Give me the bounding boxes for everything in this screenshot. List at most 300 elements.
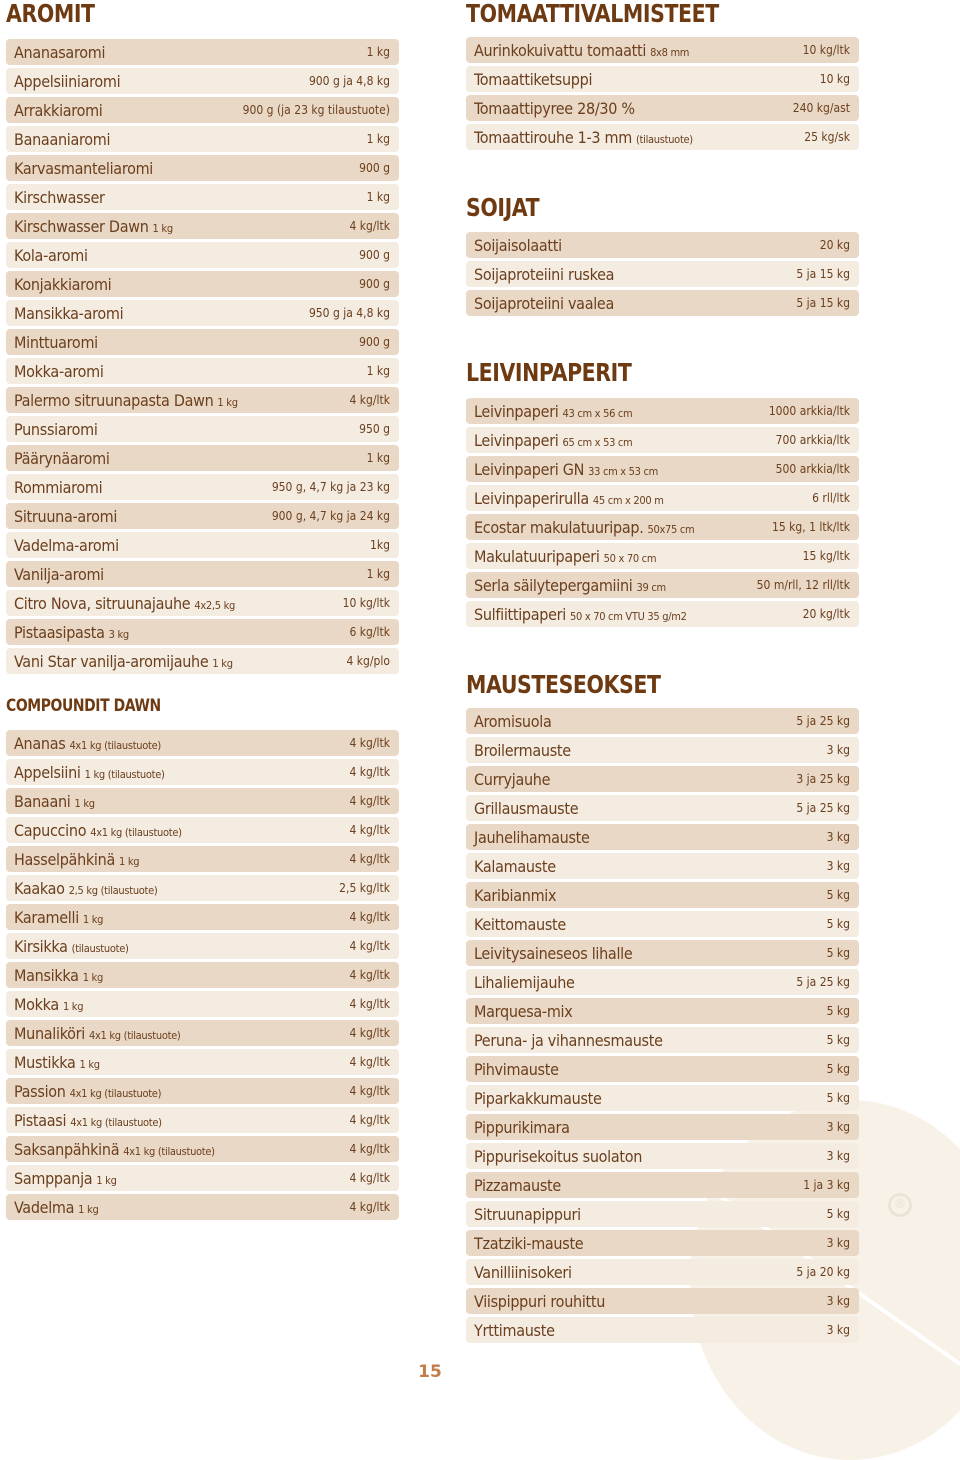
product-row (6, 242, 399, 268)
product-name-text: Kirsikka (14, 936, 68, 956)
product-name (474, 1234, 583, 1253)
product-name (474, 460, 658, 479)
product-row (466, 911, 859, 937)
product-quantity: 900 g (359, 248, 390, 262)
product-quantity: 10 kg (819, 72, 850, 86)
product-name (474, 128, 693, 147)
product-name-text: Kirschwasser (14, 187, 105, 207)
product-row (6, 300, 399, 326)
product-row (466, 485, 859, 511)
product-name-text: Soijaproteiini vaalea (474, 293, 615, 313)
product-name (14, 623, 129, 642)
product-name-text: Ananas (14, 733, 66, 753)
product-row (6, 532, 399, 558)
product-quantity: 1 kg (366, 190, 390, 204)
product-name-text: Passion (14, 1081, 66, 1101)
product-name-text: Kola-aromi (14, 245, 88, 265)
product-row (6, 387, 399, 413)
product-row (6, 817, 399, 843)
product-row (6, 590, 399, 616)
product-row (6, 329, 399, 355)
product-row (6, 1194, 399, 1220)
product-note: 43 cm x 56 cm (562, 406, 633, 420)
product-name (14, 1024, 181, 1043)
product-name (14, 966, 103, 985)
product-row (6, 68, 399, 94)
product-quantity: 500 arkkia/ltk (775, 462, 850, 476)
product-row (6, 503, 399, 529)
product-row (6, 1049, 399, 1075)
product-name-text: Aromisuola (474, 711, 552, 731)
product-name-text: Pistaasi (14, 1110, 67, 1130)
product-quantity: 5 kg (826, 1062, 850, 1076)
product-row (466, 824, 859, 850)
product-note: 50 x 70 cm VTU 35 g/m2 (570, 609, 687, 623)
product-row (466, 514, 859, 540)
product-row (6, 1020, 399, 1046)
product-quantity: 4 kg/ltk (349, 1171, 390, 1185)
product-quantity: 4 kg/ltk (349, 939, 390, 953)
product-name-text: Mustikka (14, 1052, 76, 1072)
product-name-text: Appelsiiniaromi (14, 71, 121, 91)
product-row (6, 962, 399, 988)
product-quantity: 3 kg (826, 743, 850, 757)
product-name-text: Sulfiittipaperi (474, 604, 566, 624)
product-row (6, 416, 399, 442)
product-quantity: 5 kg (826, 1091, 850, 1105)
product-quantity: 5 ja 15 kg (796, 296, 850, 310)
product-row (6, 904, 399, 930)
product-name (474, 1263, 572, 1282)
product-quantity: 3 kg (826, 1294, 850, 1308)
product-row (466, 95, 859, 121)
product-row (466, 1172, 859, 1198)
product-note: 33 cm x 53 cm (588, 464, 658, 478)
product-note: 4x1 kg (tilaustuote) (69, 738, 161, 752)
product-row (466, 1056, 859, 1082)
product-row (466, 969, 859, 995)
product-row (6, 1107, 399, 1133)
product-name-text: Vadelma (14, 1197, 75, 1217)
product-quantity: 4 kg/ltk (349, 968, 390, 982)
product-quantity: 4 kg/ltk (349, 997, 390, 1011)
product-name (14, 594, 235, 613)
product-name-text: Mokka (14, 994, 59, 1014)
product-name-text: Karvasmanteliaromi (14, 158, 154, 178)
product-quantity: 3 kg (826, 859, 850, 873)
product-name-text: Pippurikimara (474, 1117, 570, 1137)
product-name (14, 850, 139, 869)
product-quantity: 900 g ja 4,8 kg (308, 74, 390, 88)
product-name-text: Leivinpaperirulla (474, 488, 589, 508)
product-name-text: Rommiaromi (14, 477, 103, 497)
product-quantity: 50 m/rll, 12 rll/ltk (756, 578, 850, 592)
product-quantity: 900 g, 4,7 kg ja 24 kg (271, 509, 390, 523)
product-quantity: 1000 arkkia/ltk (768, 404, 850, 418)
product-name (14, 565, 104, 584)
product-name (474, 99, 635, 118)
product-note: 4x1 kg (tilaustuote) (90, 825, 182, 839)
product-quantity: 1 kg (366, 451, 390, 465)
product-name (14, 792, 95, 811)
product-name (14, 734, 161, 753)
product-quantity: 900 g (359, 335, 390, 349)
product-note: 1 kg (217, 395, 238, 409)
section-tomaatti (466, 0, 859, 28)
product-name (474, 1176, 561, 1195)
product-name (14, 908, 103, 927)
product-name-text: Curryjauhe (474, 769, 551, 789)
compoundit-list (6, 730, 399, 1223)
product-name-text: Leivinpaperi (474, 430, 559, 450)
product-note: (tilaustuote) (71, 941, 129, 955)
product-name-text: Päärynäaromi (14, 448, 110, 468)
product-row (6, 1136, 399, 1162)
product-name-text: Karamelli (14, 907, 79, 927)
product-name-text: Saksanpähkinä (14, 1139, 120, 1159)
product-name (14, 507, 117, 526)
product-row (466, 398, 859, 424)
product-row (466, 1317, 859, 1343)
product-row (466, 1201, 859, 1227)
product-row (6, 445, 399, 471)
product-name-text: Arrakkiaromi (14, 100, 103, 120)
product-quantity: 4 kg/ltk (349, 823, 390, 837)
product-row (6, 875, 399, 901)
product-row (466, 1143, 859, 1169)
product-name-text: Jauhelihamauste (474, 827, 590, 847)
product-name (474, 770, 550, 789)
product-row (466, 795, 859, 821)
product-row (6, 1078, 399, 1104)
product-name-text: Pizzamauste (474, 1175, 561, 1195)
product-note: 1 kg (96, 1173, 117, 1187)
product-note: 4x1 kg (tilaustuote) (123, 1144, 215, 1158)
product-note: 1 kg (82, 970, 103, 984)
product-quantity: 240 kg/ast (792, 101, 850, 115)
section-title-soijat: SOIJAT (466, 193, 540, 222)
product-name-text: Grillausmauste (474, 798, 579, 818)
product-name-text: Lihaliemijauhe (474, 972, 575, 992)
product-name-text: Peruna- ja vihannesmauste (474, 1030, 663, 1050)
product-row (466, 882, 859, 908)
product-name-text: Munaliköri (14, 1023, 85, 1043)
product-row (6, 358, 399, 384)
product-name (474, 1292, 605, 1311)
product-quantity: 4 kg/ltk (349, 1113, 390, 1127)
product-name (474, 41, 689, 60)
product-name (14, 937, 129, 956)
product-quantity: 5 kg (826, 917, 850, 931)
product-name-text: Mansikka-aromi (14, 303, 124, 323)
product-quantity: 700 arkkia/ltk (775, 433, 850, 447)
product-note: 50x75 cm (647, 522, 695, 536)
product-row (6, 271, 399, 297)
product-row (466, 232, 859, 258)
product-note: 1 kg (118, 854, 140, 868)
registered-trademark-icon: ® (888, 1193, 912, 1217)
product-quantity: 4 kg/ltk (349, 1055, 390, 1069)
product-row (466, 456, 859, 482)
product-row (6, 991, 399, 1017)
product-quantity: 5 kg (826, 946, 850, 960)
product-note: 1 kg (82, 912, 104, 926)
product-quantity: 6 kg/ltk (349, 625, 390, 639)
section-mausteseokset (466, 671, 859, 699)
product-name (474, 70, 592, 89)
product-quantity: 3 kg (826, 1236, 850, 1250)
product-name (14, 879, 158, 898)
product-name (14, 362, 104, 381)
product-quantity: 5 ja 25 kg (796, 801, 850, 815)
product-name-text: Capuccino (14, 820, 87, 840)
product-name-text: Tomaattiketsuppi (474, 69, 593, 89)
product-name-text: Sitruunapippuri (474, 1204, 581, 1224)
product-quantity: 3 kg (826, 1149, 850, 1163)
product-row (466, 261, 859, 287)
product-name-text: Pistaasipasta (14, 622, 105, 642)
product-quantity: 3 kg (826, 830, 850, 844)
product-quantity: 4 kg/plo (346, 654, 390, 668)
product-name (14, 333, 98, 352)
product-name (14, 1111, 162, 1130)
product-quantity: 1 ja 3 kg (803, 1178, 850, 1192)
product-name (474, 547, 656, 566)
product-name-text: Banaaniaromi (14, 129, 111, 149)
product-note: 4x2,5 kg (194, 598, 236, 612)
product-name (474, 741, 571, 760)
product-quantity: 15 kg, 1 ltk/ltk (771, 520, 850, 534)
product-row (466, 601, 859, 627)
page-number: 15 (418, 1362, 442, 1382)
product-name (474, 518, 694, 537)
product-row (466, 290, 859, 316)
product-row (6, 213, 399, 239)
aromit-list (6, 39, 399, 677)
product-row (466, 737, 859, 763)
mausteseokset-list (466, 708, 859, 1346)
product-row (6, 561, 399, 587)
product-note: 1 kg (74, 796, 95, 810)
product-note: 50 x 70 cm (603, 551, 657, 565)
product-name-text: Viispippuri rouhittu (474, 1291, 606, 1311)
product-quantity: 1kg (370, 538, 390, 552)
product-quantity: 4 kg/ltk (349, 852, 390, 866)
product-note: (tilaustuote) (636, 132, 693, 146)
product-quantity: 5 ja 25 kg (796, 714, 850, 728)
product-quantity: 4 kg/ltk (349, 765, 390, 779)
product-name-text: Ecostar makulatuuripap. (474, 517, 644, 537)
product-row (466, 427, 859, 453)
product-row (466, 766, 859, 792)
product-row (466, 37, 859, 63)
product-row (466, 998, 859, 1024)
product-name (474, 1118, 570, 1137)
product-quantity: 4 kg/ltk (349, 219, 390, 233)
product-name-text: Piparkakkumauste (474, 1088, 602, 1108)
product-name (14, 1082, 161, 1101)
product-row (6, 759, 399, 785)
product-quantity: 950 g ja 4,8 kg (308, 306, 390, 320)
product-quantity: 6 rll/ltk (812, 491, 850, 505)
product-name (474, 576, 666, 595)
product-note: 1 kg (152, 221, 173, 235)
product-name (14, 1169, 117, 1188)
product-name (14, 763, 165, 782)
product-name (474, 489, 664, 508)
product-name-text: Appelsiini (14, 762, 81, 782)
product-quantity: 900 g (ja 23 kg tilaustuote) (242, 103, 390, 117)
product-row (6, 648, 399, 674)
product-name (14, 536, 119, 555)
product-note: 2,5 kg (tilaustuote) (68, 883, 158, 897)
product-name (474, 265, 614, 284)
product-note: 1 kg (62, 999, 84, 1013)
product-row (466, 853, 859, 879)
product-name (474, 886, 556, 905)
product-row (6, 619, 399, 645)
product-note: 4x1 kg (tilaustuote) (70, 1115, 162, 1129)
product-name-text: Pihvimauste (474, 1059, 559, 1079)
product-quantity: 5 kg (826, 888, 850, 902)
product-quantity: 5 kg (826, 1004, 850, 1018)
product-row (466, 124, 859, 150)
product-row (6, 39, 399, 65)
product-quantity: 4 kg/ltk (349, 736, 390, 750)
product-note: 1 kg (79, 1057, 100, 1071)
product-row (6, 474, 399, 500)
product-name-text: Makulatuuripaperi (474, 546, 600, 566)
product-name (474, 1002, 572, 1021)
section-title-leivinpaperit: LEIVINPAPERIT (466, 358, 632, 387)
product-name-text: Marquesa-mix (474, 1001, 573, 1021)
product-name-text: Tzatziki-mauste (474, 1233, 584, 1253)
product-name-text: Sitruuna-aromi (14, 506, 118, 526)
product-name (14, 652, 233, 671)
leivinpaperit-list (466, 398, 859, 630)
product-name-text: Ananasaromi (14, 42, 106, 62)
section-title-tomaatti: TOMAATTIVALMISTEET (466, 0, 719, 28)
product-note: 1 kg (212, 656, 233, 670)
product-quantity: 1 kg (366, 132, 390, 146)
product-row (466, 940, 859, 966)
product-quantity: 5 ja 15 kg (796, 267, 850, 281)
product-quantity: 5 ja 20 kg (796, 1265, 850, 1279)
product-quantity: 950 g (359, 422, 390, 436)
product-name (474, 973, 575, 992)
product-row (466, 572, 859, 598)
product-quantity: 900 g (359, 277, 390, 291)
product-name-text: Soijaproteiini ruskea (474, 264, 615, 284)
product-name-text: Minttuaromi (14, 332, 98, 352)
product-name (474, 236, 562, 255)
product-name (14, 391, 238, 410)
section-title-compoundit: COMPOUNDIT DAWN (6, 696, 161, 716)
product-row (6, 126, 399, 152)
product-quantity: 950 g, 4,7 kg ja 23 kg (271, 480, 390, 494)
product-row (6, 846, 399, 872)
product-name-text: Kaakao (14, 878, 65, 898)
product-name-text: Tomaattipyree 28/30 % (474, 98, 635, 118)
product-quantity: 10 kg/ltk (802, 43, 850, 57)
section-title-mausteseokset: MAUSTESEOKSET (466, 670, 661, 699)
product-name-text: Kirschwasser Dawn (14, 216, 149, 236)
product-row (6, 788, 399, 814)
product-name (474, 431, 632, 450)
product-name (14, 995, 83, 1014)
product-name (474, 1321, 555, 1340)
product-note: 1 kg (tilaustuote) (84, 767, 165, 781)
product-name-text: Vanilliinisokeri (474, 1262, 572, 1282)
product-quantity: 2,5 kg/ltk (339, 881, 390, 895)
product-note: 3 kg (108, 627, 129, 641)
product-row (466, 543, 859, 569)
product-quantity: 3 kg (826, 1323, 850, 1337)
product-note: 8x8 mm (650, 45, 690, 59)
product-quantity: 4 kg/ltk (349, 1200, 390, 1214)
product-name-text: Palermo sitruunapasta Dawn (14, 390, 214, 410)
product-name-text: Mansikka (14, 965, 79, 985)
product-name-text: Karibianmix (474, 885, 557, 905)
product-quantity: 1 kg (366, 567, 390, 581)
product-quantity: 4 kg/ltk (349, 1026, 390, 1040)
product-name (14, 1140, 215, 1159)
product-name-text: Punssiaromi (14, 419, 98, 439)
product-name (14, 43, 105, 62)
product-row (466, 1114, 859, 1140)
product-row (466, 1259, 859, 1285)
product-name (14, 275, 111, 294)
product-name (14, 217, 173, 236)
product-row (6, 97, 399, 123)
section-leivinpaperit (466, 359, 859, 387)
product-name-text: Banaani (14, 791, 71, 811)
section-soijat (466, 194, 859, 222)
product-quantity: 4 kg/ltk (349, 910, 390, 924)
tomaatti-list (466, 37, 859, 153)
product-quantity: 4 kg/ltk (349, 794, 390, 808)
product-quantity: 20 kg (819, 238, 850, 252)
product-name-text: Broilermauste (474, 740, 571, 760)
product-row (6, 1165, 399, 1191)
product-name (474, 712, 552, 731)
product-note: 39 cm (636, 580, 666, 594)
product-name-text: Leivitysaineseos lihalle (474, 943, 633, 963)
product-name-text: Leivinpaperi (474, 401, 559, 421)
product-note: 65 cm x 53 cm (562, 435, 633, 449)
product-name-text: Samppanja (14, 1168, 93, 1188)
product-name-text: Kalamauste (474, 856, 556, 876)
product-note: 4x1 kg (tilaustuote) (88, 1028, 181, 1042)
product-quantity: 4 kg/ltk (349, 1142, 390, 1156)
section-title-aromit: AROMIT (6, 0, 95, 28)
product-name (474, 915, 566, 934)
product-quantity: 25 kg/sk (804, 130, 850, 144)
product-name-text: Serla säilytepergamiini (474, 575, 633, 595)
product-quantity: 900 g (359, 161, 390, 175)
product-quantity: 1 kg (366, 364, 390, 378)
product-name (474, 1147, 642, 1166)
product-name (14, 449, 110, 468)
product-quantity: 10 kg/ltk (342, 596, 390, 610)
product-quantity: 20 kg/ltk (802, 607, 850, 621)
product-name (474, 828, 590, 847)
product-name-text: Vadelma-aromi (14, 535, 119, 555)
product-quantity: 15 kg/ltk (802, 549, 850, 563)
product-name-text: Tomaattirouhe 1-3 mm (474, 127, 632, 147)
product-row (466, 66, 859, 92)
product-name (14, 188, 105, 207)
